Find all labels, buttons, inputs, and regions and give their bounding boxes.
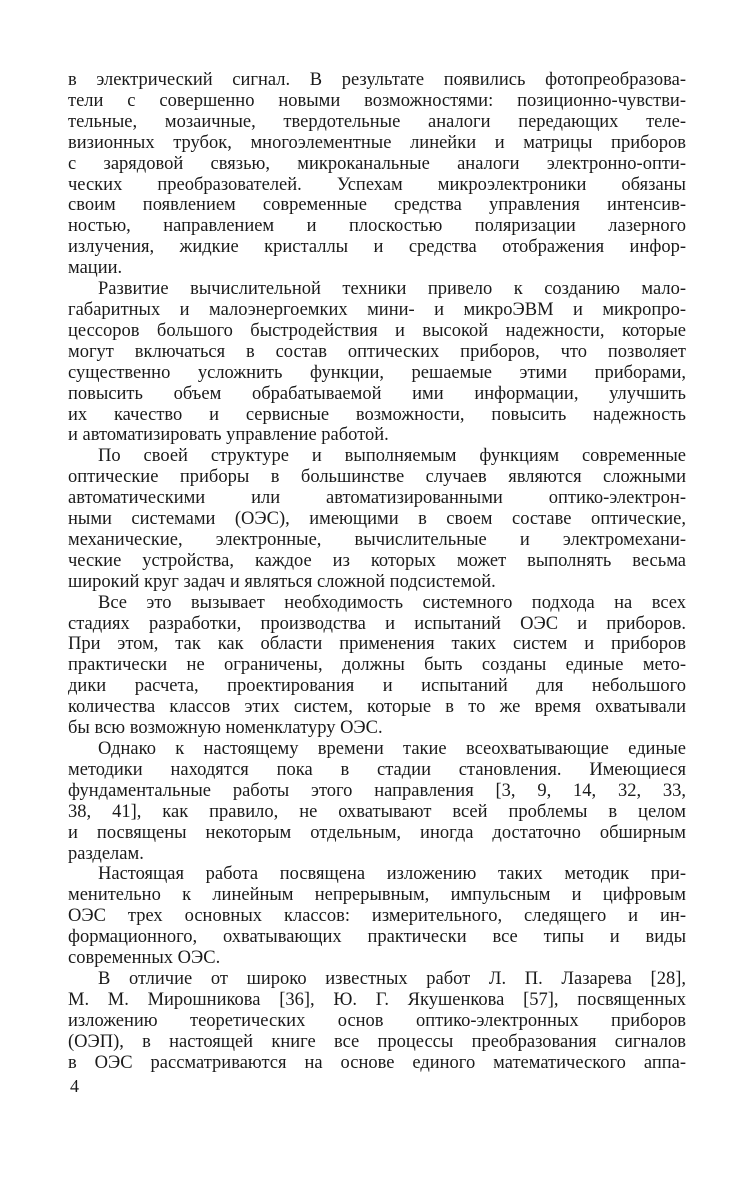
text-line: тельные, мозаичные, твердотельные аналоги передающих теле- xyxy=(68,111,686,132)
text-line: механические, электронные, вычислительные и электромехани- xyxy=(68,529,686,550)
paragraph xyxy=(68,70,686,279)
paragraph xyxy=(68,446,686,592)
paragraph xyxy=(68,969,686,1074)
text-line: ческих преобразователей. Успехам микроэлектроники обязаны xyxy=(68,174,686,195)
text-line: методики находятся пока в стадии становления. Имеющиеся xyxy=(68,759,686,780)
body-text xyxy=(68,70,686,1074)
text-line: автоматическими или автоматизированными оптико-электрон- xyxy=(68,488,686,509)
text-line: существенно усложнить функции, решаемые этими приборами, xyxy=(68,362,686,383)
text-line: ностью, направлением и плоскостью поляризации лазерного xyxy=(68,216,686,237)
text-line: Однако к настоящему времени такие всеохватывающие единые xyxy=(98,739,686,759)
text-line: дики расчета, проектирования и испытаний для небольшого xyxy=(68,676,686,697)
text-line: Настоящая работа посвящена изложению таких методик при- xyxy=(98,864,686,885)
text-line: 38, 41], как правило, не охватывают всей проблемы в целом xyxy=(68,801,686,822)
paragraph xyxy=(68,739,686,864)
text-line: габаритных и малоэнергоемких мини- и микроЭВМ и микропро- xyxy=(68,299,686,320)
text-line: бы всю возможную номенклатуру ОЭС. xyxy=(68,718,383,739)
text-line: Развитие вычислительной техники привело к созданию мало- xyxy=(98,279,686,300)
text-line: цессоров большого быстродействия и высокой надежности, которые xyxy=(68,320,686,341)
text-line: мации. xyxy=(68,258,123,279)
text-line: и посвящены некоторым отдельным, иногда достаточно обширным xyxy=(68,822,686,843)
text-line: ческие устройства, каждое из которых может выполнять весьма xyxy=(68,550,686,571)
text-line: визионных трубок, многоэлементные линейки и матрицы приборов xyxy=(68,132,686,153)
text-line: могут включаться в состав оптических приборов, что позволяет xyxy=(68,341,686,362)
text-line: практически не ограничены, должны быть созданы единые мето- xyxy=(68,655,686,676)
text-line: тели с совершенно новыми возможностями: позиционно-чувстви- xyxy=(68,90,686,111)
text-line: фундаментальные работы этого направления [3, 9, 14, 32, 33, xyxy=(68,780,686,801)
text-line: изложению теоретических основ оптико-электронных приборов xyxy=(68,1010,686,1031)
text-line: излучения, жидкие кристаллы и средства отображения инфор- xyxy=(68,237,686,258)
text-line: своим появлением современные средства управления интенсив- xyxy=(68,195,686,216)
paragraph xyxy=(68,864,686,969)
page-number: 4 xyxy=(70,1076,79,1096)
text-line: в ОЭС рассматриваются на основе единого математического аппа- xyxy=(68,1052,686,1073)
text-line: М. М. Мирошникова [36], Ю. Г. Якушенкова [57], посвященных xyxy=(68,989,686,1010)
text-line: и автоматизировать управление работой. xyxy=(68,425,389,446)
text-line: (ОЭП), в настоящей книге все процессы преобразования сигналов xyxy=(68,1031,686,1052)
paragraph xyxy=(68,593,686,739)
text-line: в электрический сигнал. В результате появились фотопреобразова- xyxy=(68,70,686,90)
text-line: с зарядовой связью, микроканальные аналоги электронно-опти- xyxy=(68,153,686,174)
text-line: менительно к линейным непрерывным, импульсным и цифровым xyxy=(68,885,686,906)
text-line: их качество и сервисные возможности, повысить надежность xyxy=(68,404,686,425)
text-line: широкий круг задач и являться сложной подсистемой. xyxy=(68,571,496,592)
text-line: оптические приборы в большинстве случаев являются сложными xyxy=(68,467,686,488)
paragraph xyxy=(68,279,686,446)
text-line: формационного, охватывающих практически все типы и виды xyxy=(68,927,686,948)
text-line: ОЭС трех основных классов: измерительного, следящего и ин- xyxy=(68,906,686,927)
text-line: повысить объем обрабатываемой ими информации, улучшить xyxy=(68,383,686,404)
text-line: Все это вызывает необходимость системного подхода на всех xyxy=(98,592,686,613)
text-line: современных ОЭС. xyxy=(68,948,221,969)
text-line: По своей структуре и выполняемым функциям современные xyxy=(98,446,686,467)
text-line: При этом, так как области применения таких систем и приборов xyxy=(68,634,686,655)
text-line: ными системами (ОЭС), имеющими в своем составе оптические, xyxy=(68,509,686,530)
text-line: разделам. xyxy=(68,843,144,864)
text-line: В отличие от широко известных работ Л. П. Лазарева [28], xyxy=(98,968,686,989)
text-line: стадиях разработки, производства и испытаний ОЭС и приборов. xyxy=(68,613,686,634)
text-line: количества классов этих систем, которые в то же время охватывали xyxy=(68,697,686,718)
